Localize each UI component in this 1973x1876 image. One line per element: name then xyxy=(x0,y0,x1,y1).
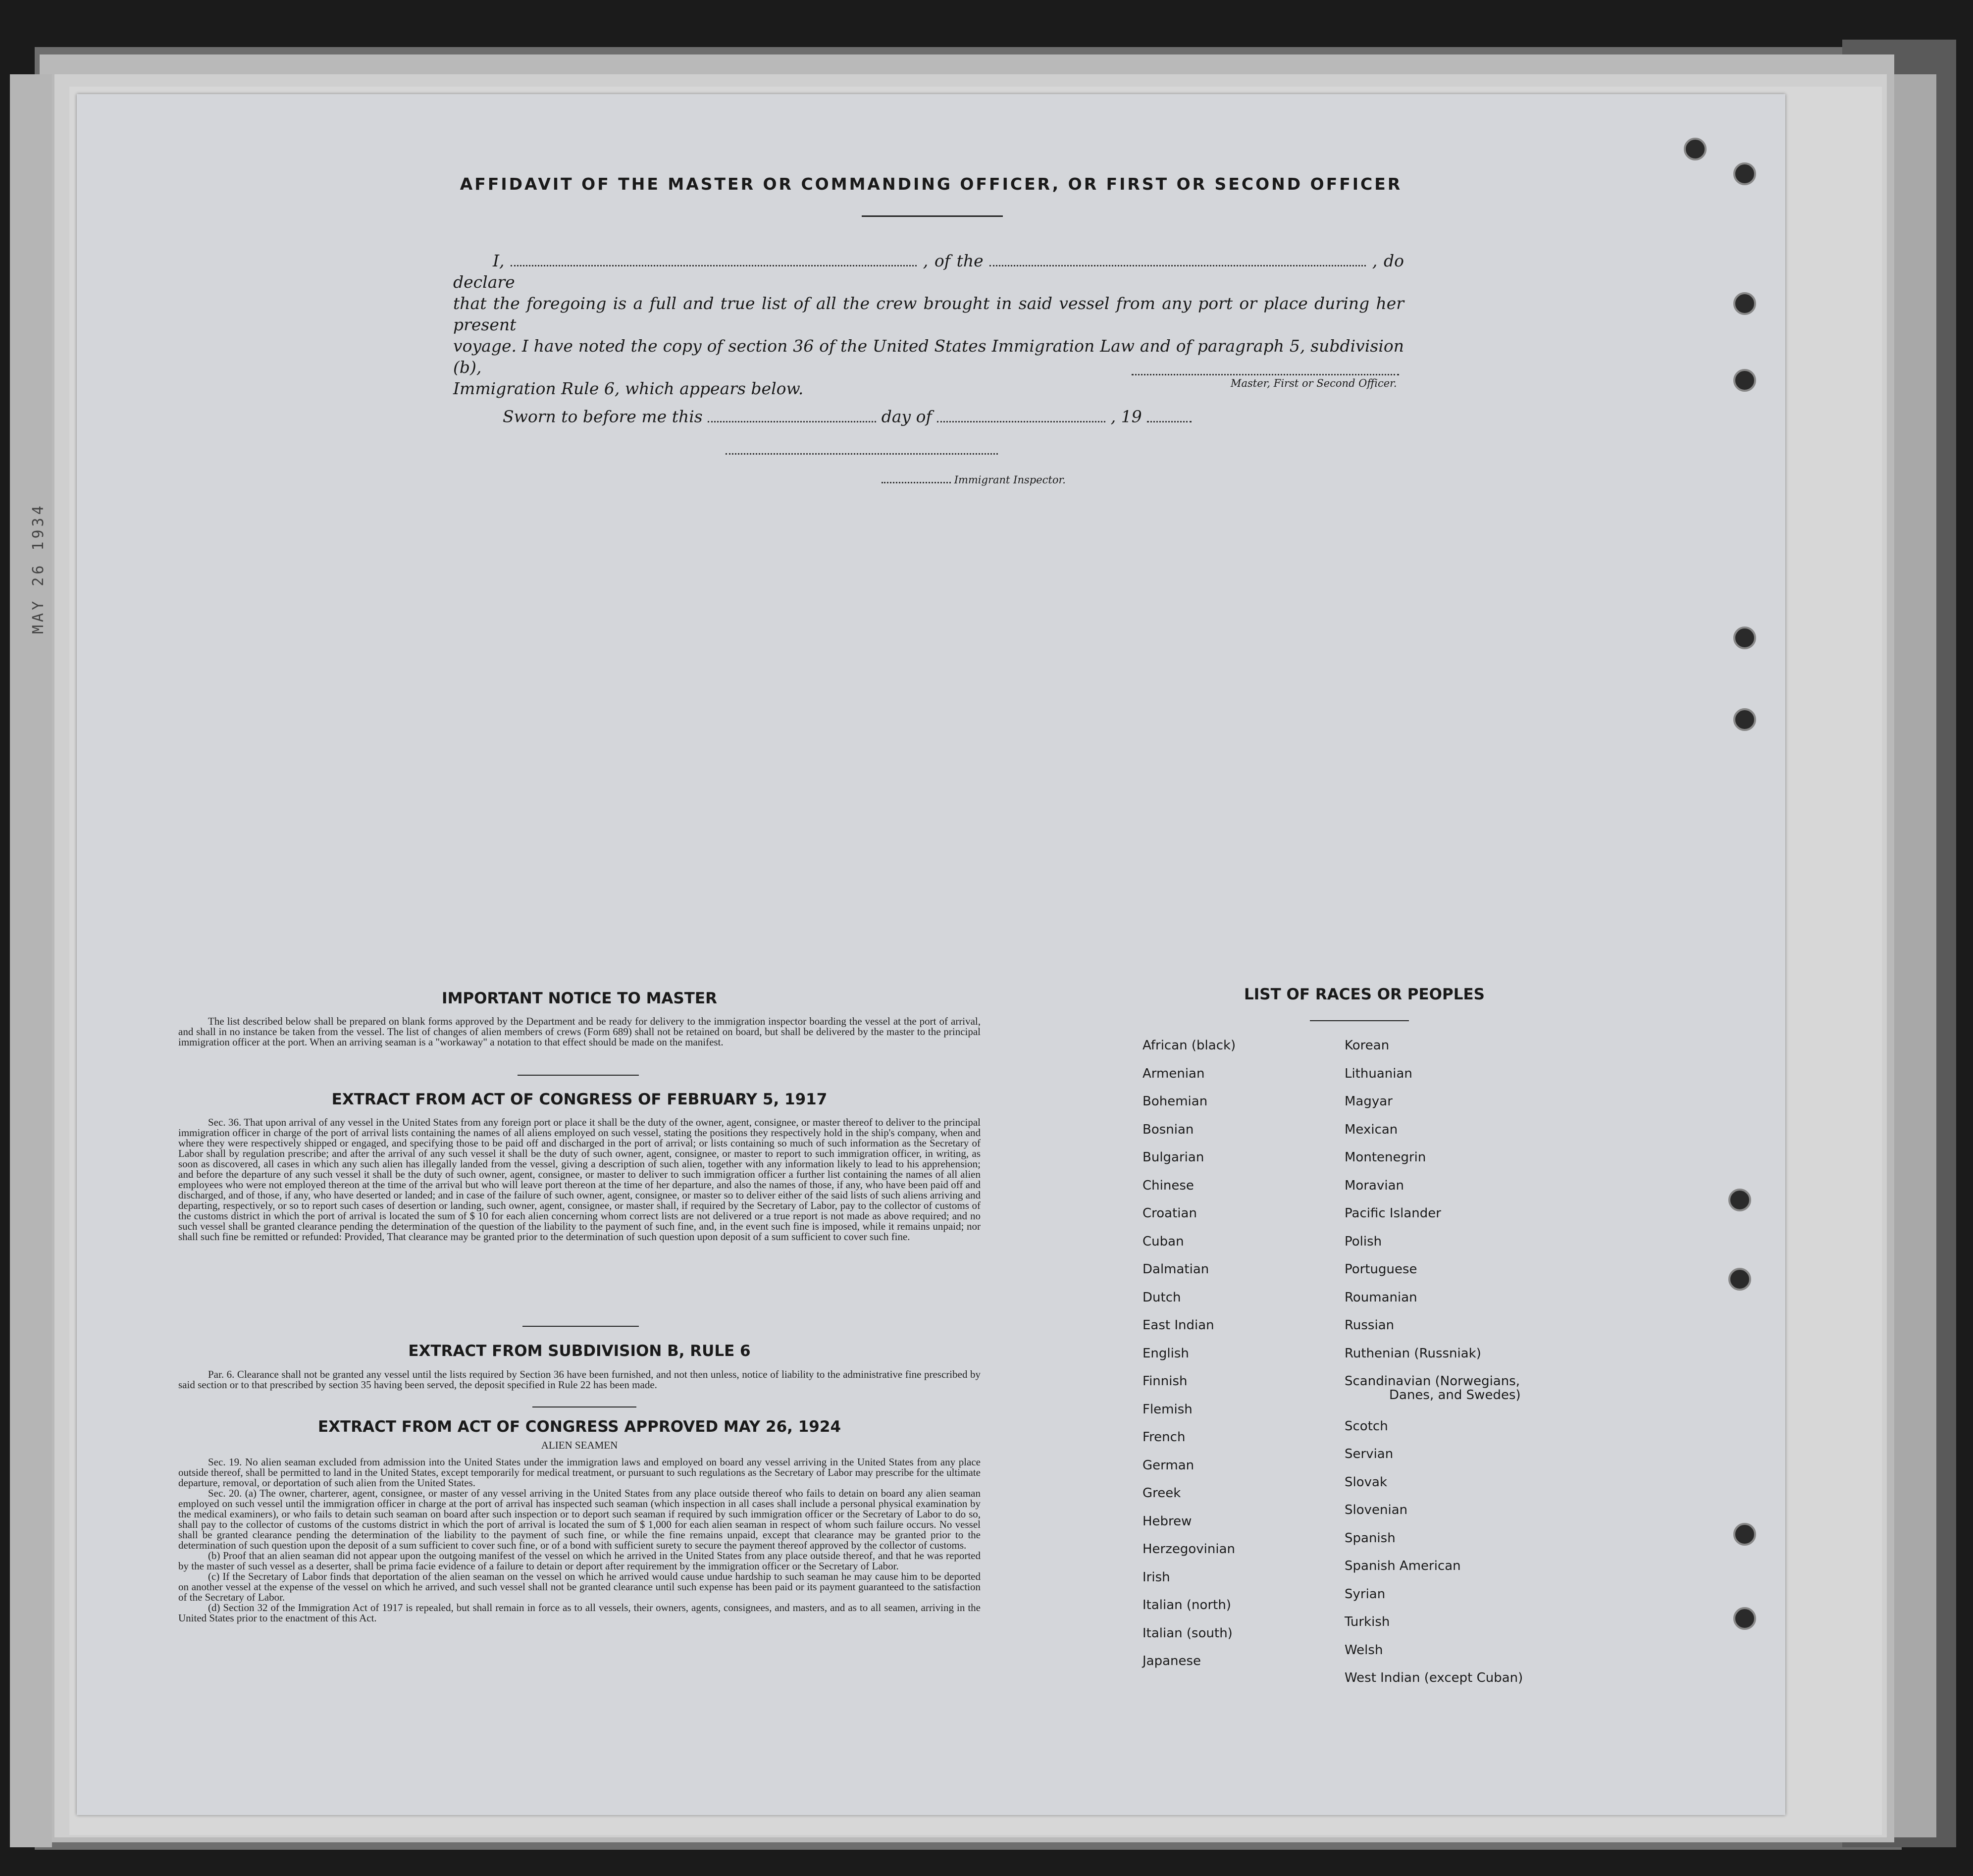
section-rule xyxy=(518,1075,639,1076)
sworn-month-blank[interactable] xyxy=(937,406,1105,422)
race-item: Greek xyxy=(1142,1486,1181,1501)
race-item: Mexican xyxy=(1345,1122,1398,1137)
name-blank[interactable] xyxy=(511,250,917,266)
notice-title: IMPORTANT NOTICE TO MASTER xyxy=(442,990,717,1007)
race-item: Scotch xyxy=(1345,1418,1388,1434)
extract-1924-subtitle: ALIEN SEAMEN xyxy=(541,1439,618,1451)
race-item: Magyar xyxy=(1345,1094,1393,1109)
race-item: Bulgarian xyxy=(1142,1150,1204,1165)
rule-6-body: Par. 6. Clearance shall not be granted any vessel until the lists required by Section 36 have been furnished, and not then unless, notice of liability to the administrative fine prescribed by said section or to that prescribed by section 35 having been served, the deposit specified in Rule 22 has been made. xyxy=(178,1368,981,1391)
races-title-rule xyxy=(1310,1020,1409,1021)
race-item: Polish xyxy=(1345,1234,1382,1249)
punch-hole xyxy=(1733,1523,1756,1546)
title-rule xyxy=(862,215,1003,217)
race-item: Moravian xyxy=(1345,1178,1404,1193)
punch-hole xyxy=(1728,1268,1751,1291)
declaration-line-3: voyage. I have noted the copy of section 36 of the United States Immigration Law and of paragraph 5, subdivision (b), xyxy=(453,336,1404,377)
index-tab xyxy=(10,74,52,1847)
race-item: Armenian xyxy=(1142,1066,1205,1081)
race-item: Turkish xyxy=(1345,1615,1390,1629)
declaration-line-4: Immigration Rule 6, which appears below. xyxy=(453,379,804,398)
race-item: Slovenian xyxy=(1345,1503,1408,1517)
declaration-line-1: I, , of the , do declare xyxy=(453,251,1404,292)
extract-1917-body: Sec. 36. That upon arrival of any vessel in the United States from any foreign port or place it shall be the duty of the owner, agent, consignee, or master thereof to deliver to the principal immigration officer in charge of the port of arrival lists containing the names of all aliens employed on such vessel, stating the positions they respectively hold in the ship's company, when and where they were respectively shipped or engaged, and specifying those to be paid off and discharged in the port of arrival; or lists containing so much of such information as the Secretary of Labor shall by regulation prescribe; and after the arrival of any such vessel it shall be the duty of such owner, agent, consignee, or master to report to such immigration officer, in writing, as soon as discovered, all cases in which any such alien has illegally landed from the vessel, giving a description of such alien, together with any information likely to lead to his apprehension; and before the departure of any such vessel it shall be the duty of such owner, agent, consignee, or master to deliver to such immigration officer a further list containing the names of all alien employees who were not employed thereon at the time of the arrival but who will leave port thereon at the time of her departure, and also the names of those, if any, who have been paid off and discharged, and of those, if any, who have deserted or landed; and in case of the failure of such owner, agent, consignee, or master so to deliver either of the said lists of such aliens arriving and departing, respectively, or so to report such cases of desertion or landing, such owner, agent, consignee, or master shall, if required by the Secretary of Labor, pay to the collector of customs of the customs district in which the port of arrival is located the sum of $ 10 for each alien concerning whom correct lists are not delivered or a true report is not made as above required; and no such vessel shall be granted clearance pending the determination of the question of the liability to the payment of such fine, and, in the event such fine is imposed, while it remains unpaid; nor shall such fine be remitted or refunded: Provided, That clearance may be granted prior to the determination of such question upon deposit of a sum sufficient to cover such fine. xyxy=(178,1116,981,1243)
affidavit-declaration xyxy=(453,250,1404,399)
race-item: Russian xyxy=(1345,1318,1395,1333)
race-item: Irish xyxy=(1142,1569,1170,1585)
race-item: Syrian xyxy=(1345,1586,1386,1602)
race-item: Portuguese xyxy=(1345,1262,1417,1277)
punch-hole xyxy=(1684,138,1707,160)
race-item: French xyxy=(1142,1430,1186,1445)
race-item: Herzegovinian xyxy=(1142,1542,1236,1557)
sworn-line: Sworn to before me this day of , 19 xyxy=(503,406,1295,426)
race-item: African (black) xyxy=(1142,1038,1236,1053)
race-item: Montenegrin xyxy=(1345,1150,1426,1165)
vessel-blank[interactable] xyxy=(989,250,1366,266)
race-item: Scandinavian (Norwegians, xyxy=(1345,1374,1520,1389)
inspector-caption: Immigrant Inspector. xyxy=(882,474,1066,486)
race-item: Bohemian xyxy=(1142,1094,1208,1109)
race-item: Dalmatian xyxy=(1142,1262,1209,1277)
officer-signature-blank[interactable] xyxy=(1132,369,1399,375)
punch-hole xyxy=(1733,292,1756,315)
race-item: Italian (south) xyxy=(1142,1625,1233,1641)
race-item: Roumanian xyxy=(1345,1290,1417,1305)
race-item: Chinese xyxy=(1142,1178,1194,1193)
punch-hole xyxy=(1733,626,1756,649)
race-item: Lithuanian xyxy=(1345,1066,1412,1081)
sworn-year-blank[interactable] xyxy=(1147,406,1192,422)
race-item: Hebrew xyxy=(1142,1513,1192,1529)
race-item: Ruthenian (Russniak) xyxy=(1345,1346,1481,1361)
race-item: Slovak xyxy=(1345,1474,1388,1490)
race-item: Italian (north) xyxy=(1142,1598,1231,1613)
declaration-line-2: that the foregoing is a full and true list of all the crew brought in said vessel from any port or place during her present xyxy=(453,294,1404,334)
race-item: Servian xyxy=(1345,1447,1394,1461)
rule-6-title: EXTRACT FROM SUBDIVISION B, RULE 6 xyxy=(408,1342,751,1360)
race-item: Flemish xyxy=(1142,1402,1193,1417)
race-item: Cuban xyxy=(1142,1234,1184,1249)
section-rule xyxy=(522,1326,639,1327)
extract-1917-title: EXTRACT FROM ACT OF CONGRESS OF FEBRUARY 5, 1917 xyxy=(331,1091,828,1108)
races-title: LIST OF RACES OR PEOPLES xyxy=(1244,986,1485,1003)
race-item: Spanish American xyxy=(1345,1559,1461,1573)
race-item: Danes, and Swedes) xyxy=(1389,1388,1521,1403)
punch-hole xyxy=(1728,1189,1751,1211)
sworn-day-blank[interactable] xyxy=(708,406,876,422)
race-item: Croatian xyxy=(1142,1206,1197,1221)
race-item: Pacific Islander xyxy=(1345,1206,1441,1221)
race-item: Japanese xyxy=(1142,1654,1201,1668)
race-item: Korean xyxy=(1345,1038,1390,1053)
race-item: Dutch xyxy=(1142,1290,1181,1305)
extract-1924-title: EXTRACT FROM ACT OF CONGRESS APPROVED MAY 26, 1924 xyxy=(317,1418,841,1436)
race-item: German xyxy=(1142,1458,1194,1473)
officer-signature-caption: Master, First or Second Officer. xyxy=(1231,377,1397,389)
punch-hole xyxy=(1733,369,1756,392)
notice-body: The list described below shall be prepared on blank forms approved by the Department and be ready for delivery to the immigration inspector boarding the vessel at the port of arrival, and shall in no instance be taken from the vessel. The list of changes of alien members of crews (Form 689) shall not be retained on board, but shall be delivered by the master to the principal immigration officer at the port. When an arriving seaman is a "workaway" a notation to that effect should be made on the manifest. xyxy=(178,1015,981,1048)
race-item: West Indian (except Cuban) xyxy=(1345,1670,1523,1685)
race-item: Spanish xyxy=(1345,1530,1396,1546)
race-item: East Indian xyxy=(1142,1318,1214,1333)
punch-hole xyxy=(1733,1607,1756,1630)
date-stamp: MAY 26 1934 xyxy=(30,503,47,634)
extract-1924-body: Sec. 19. No alien seaman excluded from admission into the United States under the immigration laws and employed on board any vessel arriving in the United States from any place outside thereof, shall be permitted to land in the United States, except temporarily for medical treatment, or pursuant to such regulations as the Secretary of Labor may prescribe for the ultimate departure, removal, or deportation of such alien from the United States. Sec. 20. (a) The owner, charterer, agent, consignee, or master of any vessel arriving in the United States from any place outside thereof who fails to detain on board any alien seaman employed on such vessel until the immigration officer in charge at the port of arrival has inspected such seaman (which inspection in all cases shall include a personal physical examination by the medical examiners), or who fails to detain such seaman on board after such inspection or to deport such seaman if required by such immigration officer or the Secretary of Labor to do so, shall pay to the collector of customs of the customs district in which the port of arrival is located the sum of $ 1,000 for each alien seaman in respect of whom such failure occurs. No vessel shall be granted clearance pending the determination of the liability to the payment of such fine, or while the fine remains unpaid, except that clearance may be granted prior to the determination of such question upon the deposit of a sum sufficient to cover such fine, or of a bond with sufficient surety to secure the payment thereof approved by the collector of customs. (b) Proof that an alien seaman did not appear upon the outgoing manifest of the vessel on which he arrived in the United States from any place outside thereof, and that he was reported by the master of such vessel as a deserter, shall be prima facie evidence of a failure to detain or deport after requirement by the immigration officer or the Secretary of Labor. (c) If the Secretary of Labor finds that deportation of the alien seaman on the vessel on which he arrived would cause undue hardship to such seaman he may cause him to be deported on another vessel at the expense of the vessel on which he arrived, and such vessel shall not be granted clearance until such expense has been paid or its payment guaranteed to the satisfaction of the Secretary of Labor. (d) Section 32 of the Immigration Act of 1917 is repealed, but shall remain in force as to all vessels, their owners, agents, consignees, and masters, and as to all seamen, arriving in the United States prior to the enactment of this Act. xyxy=(178,1456,981,1624)
race-item: Bosnian xyxy=(1142,1122,1194,1137)
race-item: Finnish xyxy=(1142,1374,1188,1389)
manifest-page xyxy=(77,94,1785,1815)
race-item: Welsh xyxy=(1345,1642,1383,1658)
inspector-signature-blank[interactable] xyxy=(726,448,998,455)
race-item: English xyxy=(1142,1346,1189,1361)
punch-hole xyxy=(1733,708,1756,731)
affidavit-title: AFFIDAVIT OF THE MASTER OR COMMANDING OFFICER, OR FIRST OR SECOND OFFICER xyxy=(460,174,1402,194)
